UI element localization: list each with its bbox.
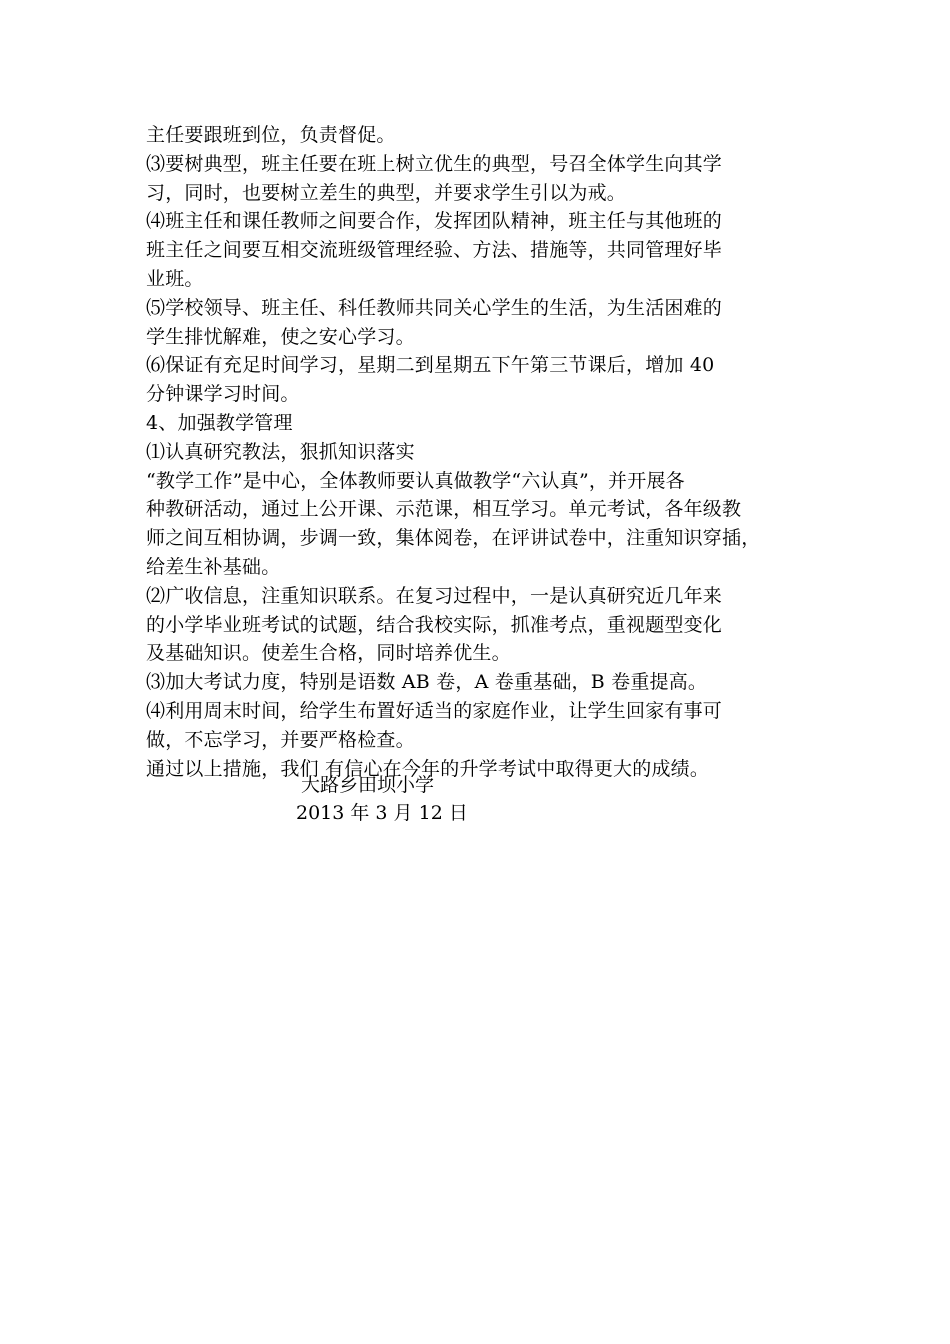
text-line: ⑶加大考试力度，特别是语数 AB 卷，A 卷重基础，B 卷重提高。 xyxy=(146,671,708,694)
text-line: ⑷利用周末时间，给学生布置好适当的家庭作业，让学生回家有事可 xyxy=(146,699,723,722)
signature-organization: 大路乡田坝小学 xyxy=(301,774,435,796)
text-line: ⑶要树典型，班主任要在班上树立优生的典型，号召全体学生向其学 xyxy=(146,152,723,175)
text-line: 的小学毕业班考试的试题，结合我校实际，抓准考点，重视题型变化 xyxy=(146,613,723,636)
text-line: ⑷班主任和课任教师之间要合作，发挥团队精神，班主任与其他班的 xyxy=(146,210,723,233)
text-line: 学生排忧解难，使之安心学习。 xyxy=(146,325,415,348)
text-line: ⑵广收信息，注重知识联系。在复习过程中，一是认真研究近几年来 xyxy=(146,584,723,607)
signature-block xyxy=(296,771,468,827)
text-line: 业班。 xyxy=(146,267,204,290)
signature-date: 2013 年 3 月 12 日 xyxy=(296,802,468,824)
section-heading: 4、加强教学管理 xyxy=(146,411,293,434)
text-line: 班主任之间要互相交流班级管理经验、方法、措施等，共同管理好毕 xyxy=(146,239,723,262)
text-line: 师之间互相协调，步调一致，集体阅卷，在评讲试卷中，注重知识穿插， xyxy=(146,527,761,550)
text-line: 及基础知识。使差生合格，同时培养优生。 xyxy=(146,642,511,665)
text-line: 习，同时，也要树立差生的典型，并要求学生引以为戒。 xyxy=(146,181,627,204)
document-body xyxy=(146,121,818,783)
text-line: ⑸学校领导、班主任、科任教师共同关心学生的生活，为生活困难的 xyxy=(146,296,723,319)
closing-line: 通过以上措施，我们 有信心在今年的升学考试中取得更大的成绩。 xyxy=(146,757,710,780)
text-line: 分钟课学习时间。 xyxy=(146,383,300,406)
text-line: “教学工作”是中心，全体教师要认真做教学“六认真”，并开展各 xyxy=(146,469,685,492)
text-line: ⑴认真研究教法，狠抓知识落实 xyxy=(146,440,415,463)
text-line: 种教研活动，通过上公开课、示范课，相互学习。单元考试，各年级教 xyxy=(146,498,742,521)
text-line: 做，不忘学习，并要严格检查。 xyxy=(146,728,415,751)
text-line: 给差生补基础。 xyxy=(146,555,281,578)
text-line: ⑹保证有充足时间学习，星期二到星期五下午第三节课后，增加 40 xyxy=(146,354,715,377)
text-line: 主任要跟班到位，负责督促。 xyxy=(146,124,396,146)
